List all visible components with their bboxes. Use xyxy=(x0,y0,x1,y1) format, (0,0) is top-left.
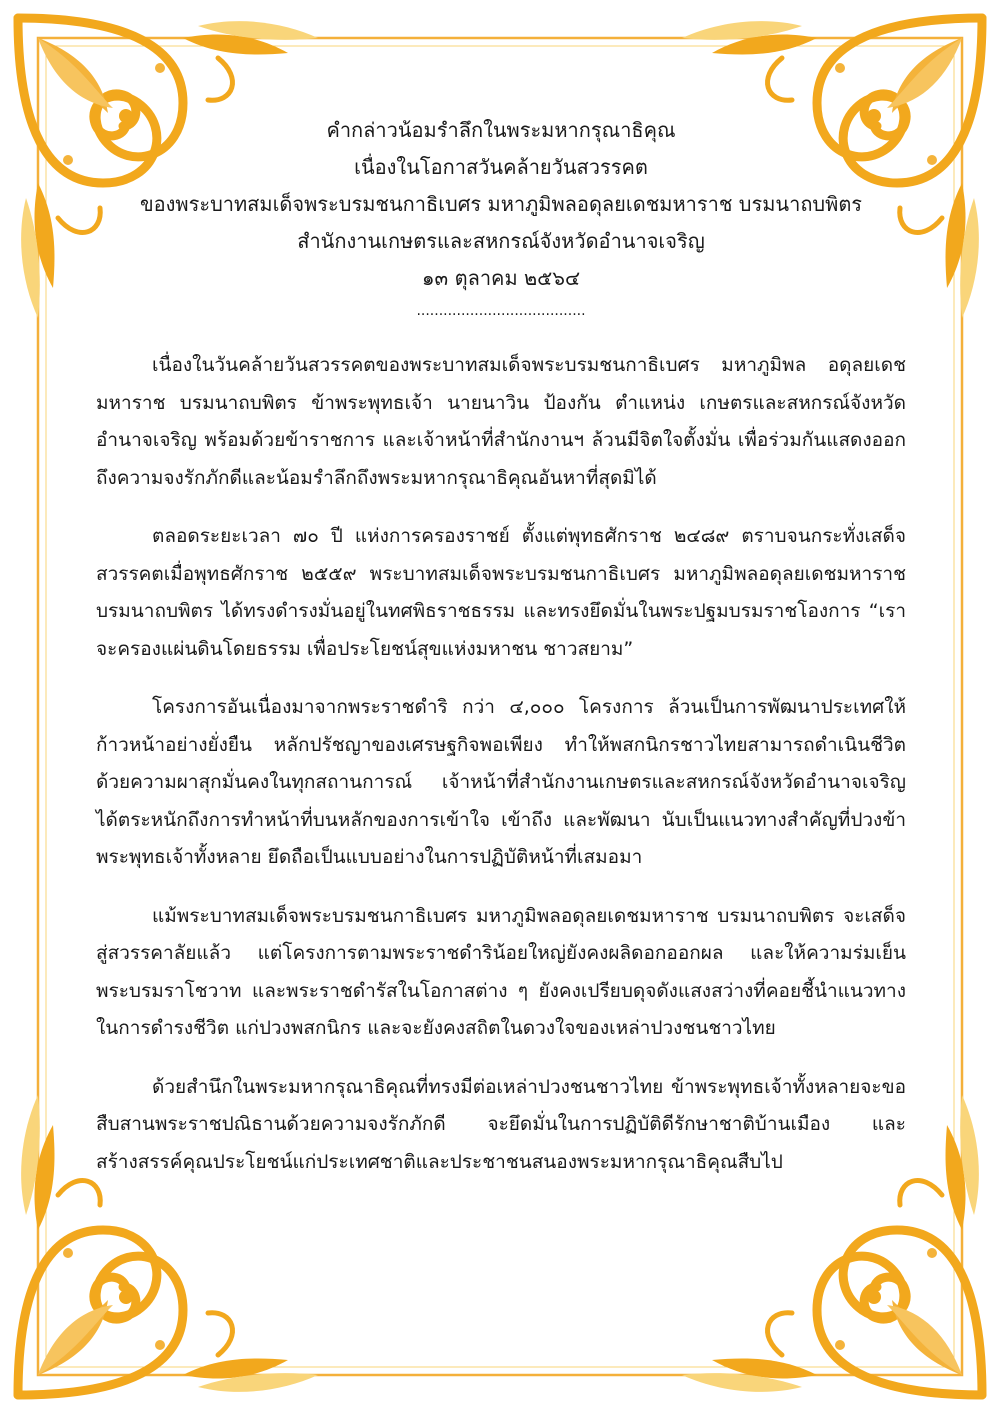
paragraph-3: โครงการอันเนื่องมาจากพระราชดำริ กว่า ๔,๐๐๐ โครงการ ล้วนเป็นการพัฒนาประเทศให้ก้าวหน้าอย่างยั่งยืน หลักปรัชญาของเศรษฐกิจพอเพียง ทำให้พสกนิกรชาวไทยสามารถดำเนินชีวิตด้วยความผาสุกมั่นคงในทุกสถานการณ์ เจ้าหน้าที่สำนักงานเกษตรและสหกรณ์จังหวัดอำนาจเจริญ ได้ตระหนักถึงการทำหน้าที่บนหลักของการเข้าใจ เข้าถึง และพัฒนา นับเป็นแนวทางสำคัญที่ปวงข้าพระพุทธเจ้าทั้งหลาย ยึดถือเป็นแบบอย่างในการปฏิบัติหน้าที่เสมอมา xyxy=(96,696,906,868)
heading-title: คำกล่าวน้อมรำลึกในพระมหากรุณาธิคุณ xyxy=(326,118,676,142)
heading-royal-name: ของพระบาทสมเด็จพระบรมชนกาธิเบศร มหาภูมิพลอดุลยเดชมหาราช บรมนาถบพิตร xyxy=(139,192,863,216)
paragraph-4: แม้พระบาทสมเด็จพระบรมชนกาธิเบศร มหาภูมิพลอดุลยเดชมหาราช บรมนาถบพิตร จะเสด็จสู่สวรรคาลัยแล้ว แต่โครงการตามพระราชดำริน้อยใหญ่ยังคงผลิดอกออกผล และให้ความร่มเย็น พระบรมราโชวาท และพระราชดำรัสในโอกาสต่าง ๆ ยังคงเปรียบดุจดังแสงสว่างที่คอยชี้นำแนวทางในการดำรงชีวิต แก่ปวงพสกนิกร และจะยังคงสถิตในดวงใจของเหล่าปวงชนชาวไทย xyxy=(96,904,906,1039)
paragraph-1: เนื่องในวันคล้ายวันสวรรคตของพระบาทสมเด็จพระบรมชนกาธิเบศร มหาภูมิพล อดุลยเดช มหาราช บรมนาถบพิตร ข้าพระพุทธเจ้า นายนาวิน ป้องกัน ตำแหน่ง เกษตรและสหกรณ์จังหวัดอำนาจเจริญ พร้อมด้วยข้าราชการ และเจ้าหน้าที่สำนักงานฯ ล้วนมีจิตใจตั้งมั่น เพื่อร่วมกันแสดงออกถึงความจงรักภักดีและน้อมรำลึกถึงพระมหากรุณาธิคุณอันหาที่สุดมิได้ xyxy=(96,354,906,489)
body-text xyxy=(96,347,906,1181)
heading-office: สำนักงานเกษตรและสหกรณ์จังหวัดอำนาจเจริญ xyxy=(297,229,705,253)
paragraph-2: ตลอดระยะเวลา ๗๐ ปี แห่งการครองราชย์ ตั้งแต่พุทธศักราช ๒๔๘๙ ตราบจนกระทั่งเสด็จสวรรคตเมื่อพุทธศักราช ๒๕๕๙ พระบาทสมเด็จพระบรมชนกาธิเบศร มหาภูมิพลอดุลยเดชมหาราช บรมนาถบพิตร ได้ทรงดำรงมั่นอยู่ในทศพิธราชธรรม และทรงยึดมั่นในพระปฐมบรมราชโองการ “เราจะครองแผ่นดินโดยธรรม เพื่อประโยชน์สุขแห่งมหาชน ชาวสยาม” xyxy=(96,525,906,660)
document-heading xyxy=(96,112,906,297)
paragraph-5: ด้วยสำนึกในพระมหากรุณาธิคุณที่ทรงมีต่อเหล่าปวงชนชาวไทย ข้าพระพุทธเจ้าทั้งหลายจะขอสืบสานพระราชปณิธานด้วยความจงรักภักดี จะยึดมั่นในการปฏิบัติดีรักษาชาติบ้านเมือง และสร้างสรรค์คุณประโยชน์แก่ประเทศชาติและประชาชนสนองพระมหากรุณาธิคุณสืบไป xyxy=(96,1075,906,1173)
document-content xyxy=(96,112,906,1202)
heading-date: ๑๓ ตุลาคม ๒๕๖๔ xyxy=(421,266,581,290)
heading-occasion: เนื่องในโอกาสวันคล้ายวันสวรรคต xyxy=(354,155,648,179)
heading-separator: ...................................... xyxy=(416,303,586,319)
